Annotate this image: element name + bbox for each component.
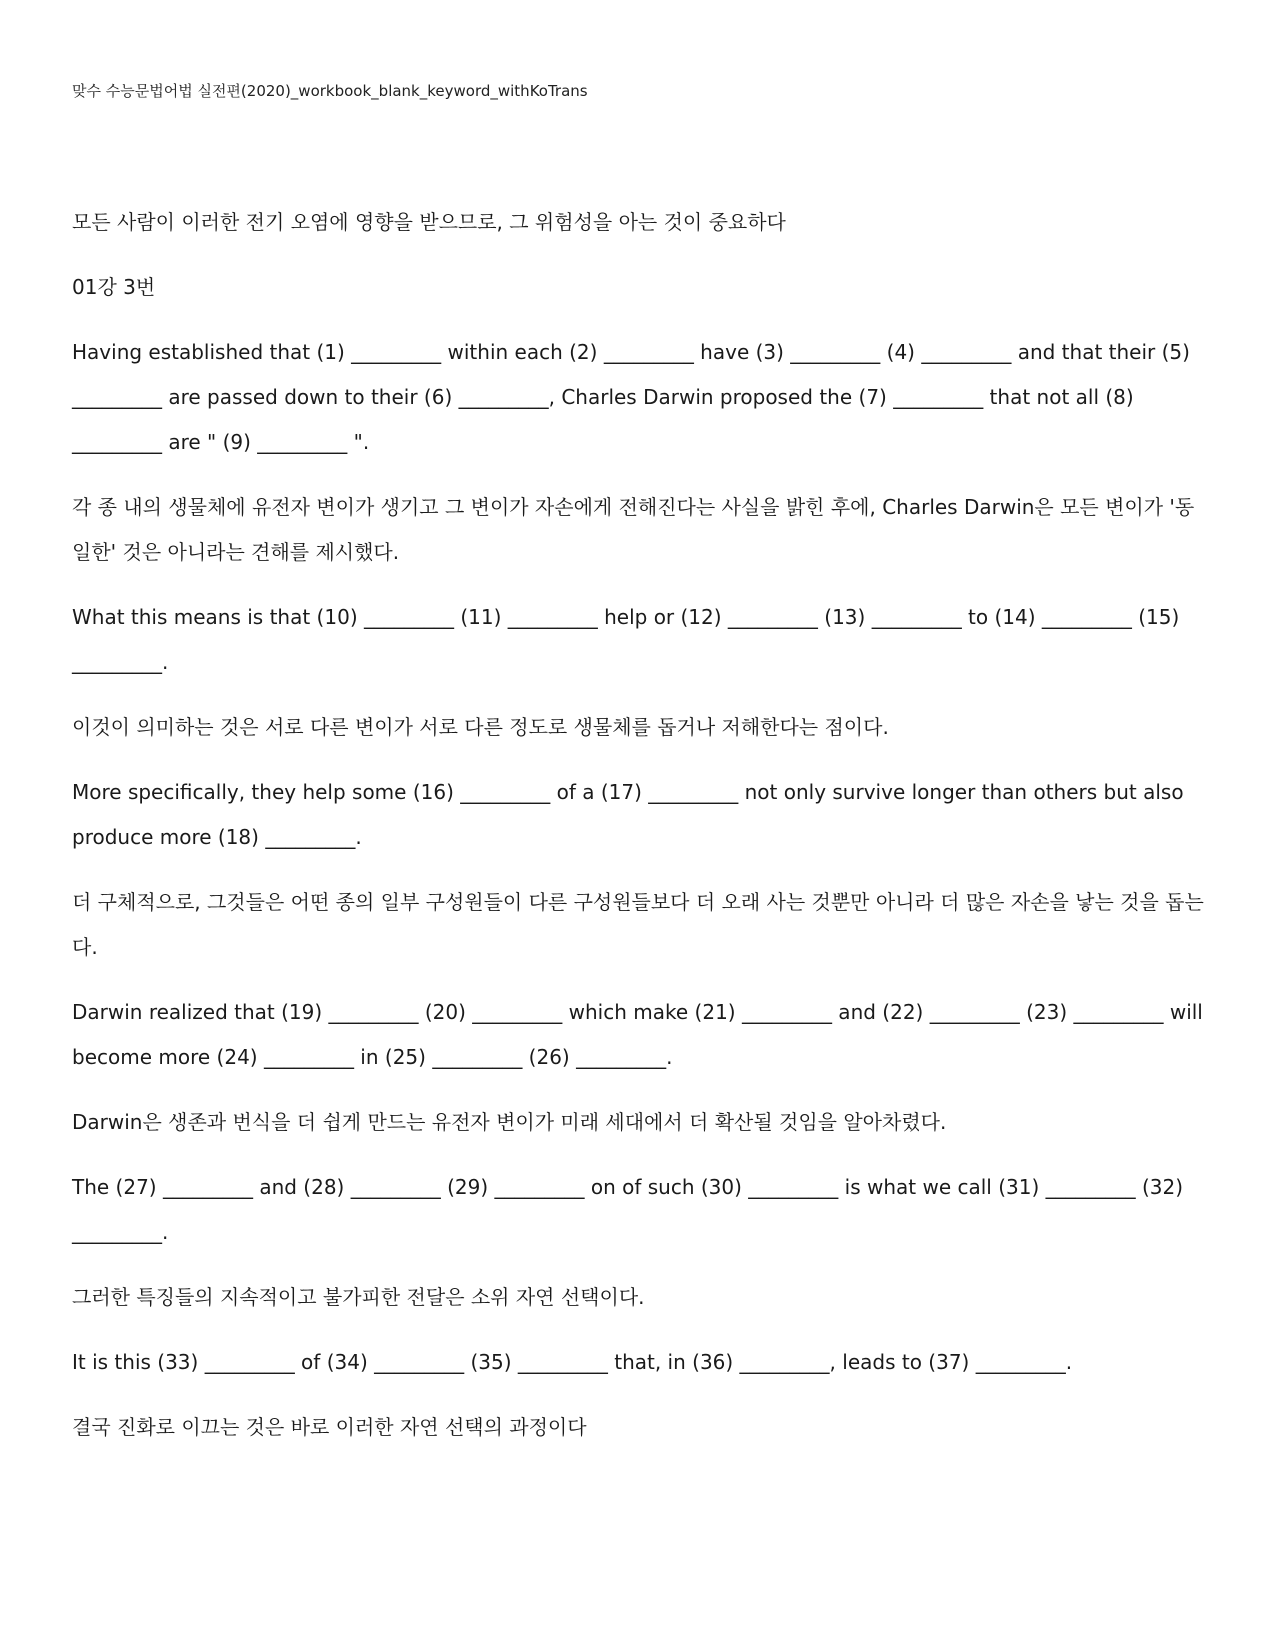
korean-translation-6: 결국 진화로 이끄는 것은 바로 이러한 자연 선택의 과정이다 <box>72 1415 587 1439</box>
lesson-label: 01강 3번 <box>72 275 156 299</box>
korean-translation-5: 그러한 특징들의 지속적이고 불가피한 전달은 소위 자연 선택이다. <box>72 1285 645 1309</box>
english-blank-sentence-5: The (27) _________ and (28) _________ (29) _________ on of such (30) _________ is what we call (31) _________ (32) _________. <box>72 1175 1184 1244</box>
korean-translation-0: 모든 사람이 이러한 전기 오염에 영향을 받으므로, 그 위험성을 아는 것이 중요하다 <box>72 210 786 234</box>
document-header: 맞수 수능문법어법 실전편(2020)_workbook_blank_keyword_withKoTrans <box>72 82 588 100</box>
english-blank-sentence-3: More specifically, they help some (16) _________ of a (17) _________ not only survive longer than others but also produce more (18) _________. <box>72 780 1184 849</box>
english-blank-sentence-2: What this means is that (10) _________ (11) _________ help or (12) _________ (13) _________ to (14) _________ (15) _________. <box>72 605 1180 674</box>
document-body <box>72 200 1212 1470</box>
english-blank-sentence-6: It is this (33) _________ of (34) _________ (35) _________ that, in (36) _________, leads to (37) _________. <box>72 1350 1073 1374</box>
korean-translation-4: Darwin은 생존과 번식을 더 쉽게 만드는 유전자 변이가 미래 세대에서 더 확산될 것임을 알아차렸다. <box>72 1110 947 1134</box>
korean-translation-1: 각 종 내의 생물체에 유전자 변이가 생기고 그 변이가 자손에게 전해진다는 사실을 밝힌 후에, Charles Darwin은 모든 변이가 '동일한' 것은 아니라는 견해를 제시했다. <box>72 495 1195 564</box>
korean-translation-3: 더 구체적으로, 그것들은 어떤 종의 일부 구성원들이 다른 구성원들보다 더 오래 사는 것뿐만 아니라 더 많은 자손을 낳는 것을 돕는다. <box>72 890 1204 959</box>
english-blank-sentence-4: Darwin realized that (19) _________ (20) _________ which make (21) _________ and (22) _________ (23) _________ will become more (24) _________ in (25) _________ (26) _________. <box>72 1000 1203 1069</box>
english-blank-sentence-1: Having established that (1) _________ within each (2) _________ have (3) _________ (4) _________ and that their (5) _________ are passed down to their (6) _________, Charles Darwin proposed the (7) _________ that not all (8) _________ are " (9) _________ ". <box>72 340 1190 454</box>
korean-translation-2: 이것이 의미하는 것은 서로 다른 변이가 서로 다른 정도로 생물체를 돕거나 저해한다는 점이다. <box>72 715 889 739</box>
